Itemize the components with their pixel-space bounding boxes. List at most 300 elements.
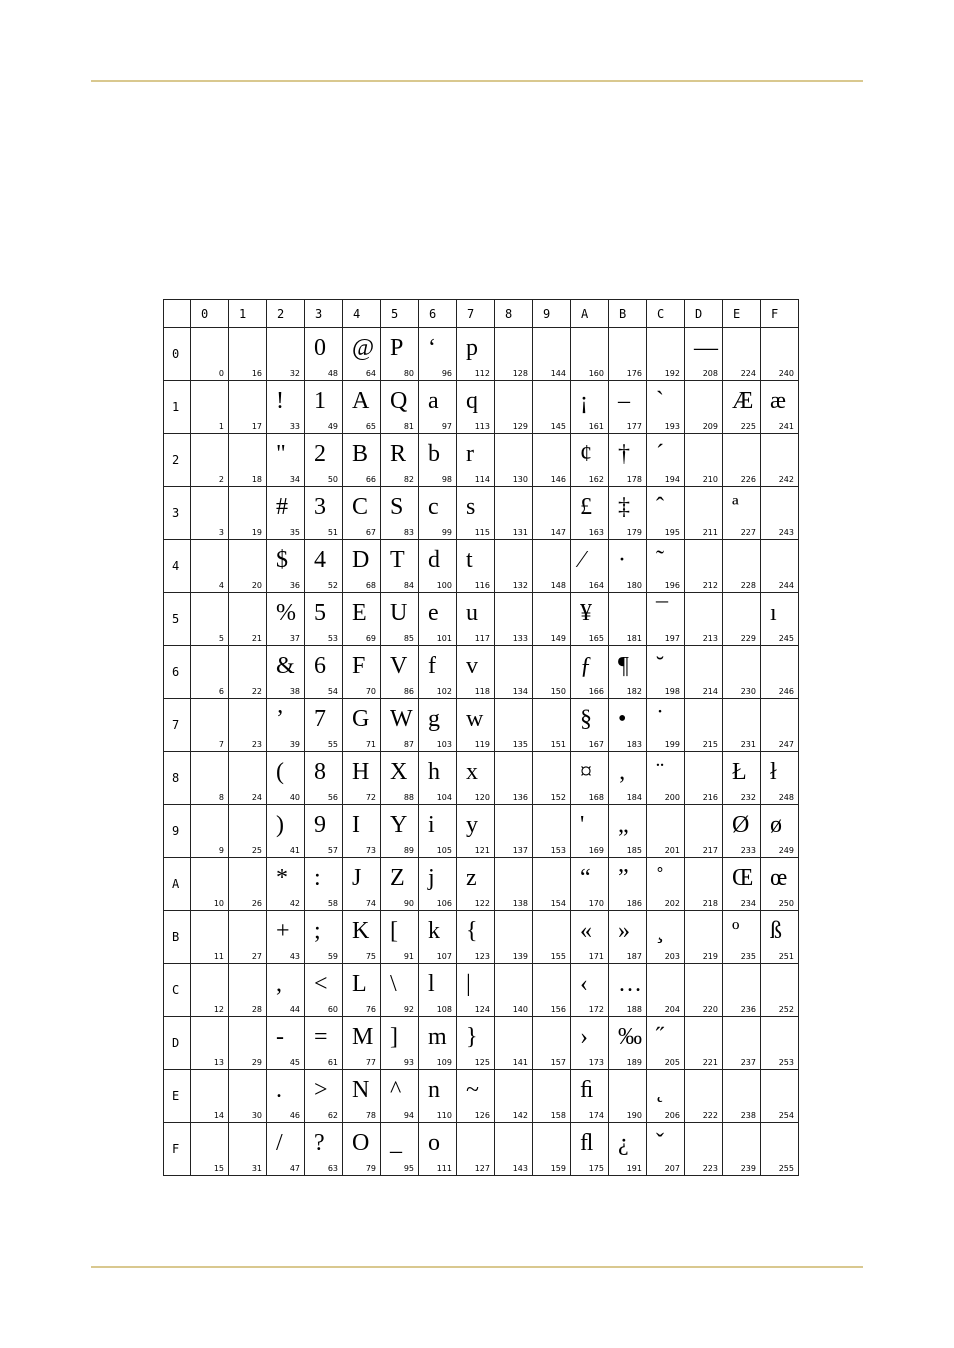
character-glyph: 5 bbox=[314, 600, 326, 626]
character-cell bbox=[761, 699, 799, 752]
character-code: 140 bbox=[512, 1005, 528, 1014]
row-header-f: F bbox=[164, 1123, 191, 1176]
character-glyph: ¸ bbox=[656, 918, 664, 944]
character-glyph: p bbox=[466, 335, 478, 361]
character-cell bbox=[723, 434, 761, 487]
character-glyph: _ bbox=[390, 1130, 402, 1156]
character-cell bbox=[267, 911, 305, 964]
character-code: 46 bbox=[289, 1111, 300, 1120]
character-glyph: @ bbox=[352, 335, 375, 361]
column-header-d: D bbox=[685, 300, 723, 328]
character-glyph: º bbox=[732, 918, 740, 944]
character-glyph: U bbox=[390, 600, 408, 626]
character-code: 239 bbox=[740, 1164, 756, 1173]
table-row bbox=[164, 858, 799, 911]
character-code: 14 bbox=[213, 1111, 224, 1120]
character-cell bbox=[495, 805, 533, 858]
character-cell bbox=[609, 964, 647, 1017]
character-cell bbox=[191, 858, 229, 911]
character-cell bbox=[229, 805, 267, 858]
column-header-0: 0 bbox=[191, 300, 229, 328]
character-cell bbox=[685, 1070, 723, 1123]
character-cell bbox=[685, 328, 723, 381]
character-code: 223 bbox=[702, 1164, 718, 1173]
character-glyph: ' bbox=[580, 812, 585, 838]
character-glyph: 9 bbox=[314, 812, 326, 838]
character-cell bbox=[343, 646, 381, 699]
character-cell bbox=[571, 1017, 609, 1070]
character-cell bbox=[685, 487, 723, 540]
character-code: 18 bbox=[251, 475, 262, 484]
character-cell bbox=[495, 381, 533, 434]
character-glyph: c bbox=[428, 494, 439, 520]
character-code: 210 bbox=[702, 475, 718, 484]
character-cell bbox=[229, 964, 267, 1017]
character-cell bbox=[457, 434, 495, 487]
character-code: 141 bbox=[512, 1058, 528, 1067]
character-glyph: ‹ bbox=[580, 971, 588, 997]
character-code: 21 bbox=[251, 634, 262, 643]
character-cell bbox=[419, 699, 457, 752]
character-cell bbox=[533, 1017, 571, 1070]
character-cell bbox=[761, 911, 799, 964]
table-row bbox=[164, 964, 799, 1017]
character-glyph: # bbox=[276, 494, 288, 520]
character-glyph: « bbox=[580, 918, 592, 944]
character-code: 119 bbox=[474, 740, 490, 749]
character-cell bbox=[267, 434, 305, 487]
row-header-a: A bbox=[164, 858, 191, 911]
character-code: 129 bbox=[512, 422, 528, 431]
character-cell bbox=[419, 1123, 457, 1176]
character-glyph: ˘ bbox=[656, 653, 664, 679]
character-cell bbox=[533, 434, 571, 487]
character-glyph: ¢ bbox=[580, 441, 592, 467]
character-code: 176 bbox=[626, 369, 642, 378]
character-cell bbox=[457, 752, 495, 805]
character-code: 71 bbox=[365, 740, 376, 749]
character-cell bbox=[723, 964, 761, 1017]
character-code: 242 bbox=[778, 475, 794, 484]
character-cell bbox=[343, 1070, 381, 1123]
character-cell bbox=[609, 328, 647, 381]
character-cell bbox=[191, 540, 229, 593]
character-glyph: P bbox=[390, 335, 404, 361]
character-cell bbox=[191, 911, 229, 964]
character-code: 81 bbox=[403, 422, 414, 431]
character-glyph: 2 bbox=[314, 441, 326, 467]
character-set-body bbox=[164, 328, 799, 1176]
character-code: 12 bbox=[213, 1005, 224, 1014]
character-cell bbox=[571, 858, 609, 911]
character-code: 197 bbox=[664, 634, 680, 643]
character-code: 154 bbox=[550, 899, 566, 908]
character-cell bbox=[761, 593, 799, 646]
character-code: 181 bbox=[626, 634, 642, 643]
character-code: 35 bbox=[289, 528, 300, 537]
character-glyph: H bbox=[352, 759, 370, 785]
character-code: 200 bbox=[664, 793, 680, 802]
character-glyph: m bbox=[428, 1024, 447, 1050]
character-code: 195 bbox=[664, 528, 680, 537]
character-code: 25 bbox=[251, 846, 262, 855]
character-cell bbox=[647, 646, 685, 699]
character-code: 145 bbox=[550, 422, 566, 431]
row-header-8: 8 bbox=[164, 752, 191, 805]
character-cell bbox=[761, 1017, 799, 1070]
row-header-c: C bbox=[164, 964, 191, 1017]
character-cell bbox=[685, 858, 723, 911]
row-header-9: 9 bbox=[164, 805, 191, 858]
table-row bbox=[164, 646, 799, 699]
character-cell bbox=[723, 911, 761, 964]
character-code: 144 bbox=[550, 369, 566, 378]
character-glyph: k bbox=[428, 918, 440, 944]
character-cell bbox=[305, 1070, 343, 1123]
character-cell bbox=[419, 1017, 457, 1070]
character-code: 89 bbox=[403, 846, 414, 855]
character-code: 0 bbox=[218, 369, 224, 378]
character-glyph: ﬂ bbox=[580, 1130, 594, 1156]
character-cell bbox=[381, 1123, 419, 1176]
character-cell bbox=[381, 487, 419, 540]
character-glyph: C bbox=[352, 494, 369, 520]
character-code: 155 bbox=[550, 952, 566, 961]
character-code: 240 bbox=[778, 369, 794, 378]
character-cell bbox=[305, 540, 343, 593]
character-cell bbox=[419, 752, 457, 805]
character-glyph: < bbox=[314, 971, 328, 997]
character-cell bbox=[229, 911, 267, 964]
character-glyph: æ bbox=[770, 388, 787, 414]
character-glyph: § bbox=[580, 706, 592, 732]
character-cell bbox=[533, 540, 571, 593]
character-cell bbox=[229, 752, 267, 805]
character-cell bbox=[723, 858, 761, 911]
character-cell bbox=[647, 328, 685, 381]
character-cell bbox=[761, 328, 799, 381]
character-cell bbox=[343, 328, 381, 381]
character-code: 121 bbox=[474, 846, 490, 855]
character-glyph: h bbox=[428, 759, 440, 785]
character-code: 8 bbox=[218, 793, 224, 802]
column-header-a: A bbox=[571, 300, 609, 328]
character-code: 206 bbox=[664, 1111, 680, 1120]
row-header-d: D bbox=[164, 1017, 191, 1070]
corner-cell bbox=[164, 300, 191, 328]
character-code: 230 bbox=[740, 687, 756, 696]
character-glyph: ˇ bbox=[656, 1130, 664, 1156]
character-code: 27 bbox=[251, 952, 262, 961]
character-code: 233 bbox=[740, 846, 756, 855]
character-code: 13 bbox=[213, 1058, 224, 1067]
character-cell bbox=[343, 1017, 381, 1070]
character-code: 62 bbox=[327, 1111, 338, 1120]
character-code: 142 bbox=[512, 1111, 528, 1120]
character-glyph: » bbox=[618, 918, 630, 944]
character-cell bbox=[609, 752, 647, 805]
character-code: 231 bbox=[740, 740, 756, 749]
character-glyph: $ bbox=[276, 547, 288, 573]
character-cell bbox=[685, 434, 723, 487]
character-code: 227 bbox=[740, 528, 756, 537]
character-cell bbox=[457, 964, 495, 1017]
character-code: 49 bbox=[327, 422, 338, 431]
character-glyph: z bbox=[466, 865, 477, 891]
character-code: 51 bbox=[327, 528, 338, 537]
character-cell bbox=[647, 911, 685, 964]
character-cell bbox=[191, 434, 229, 487]
character-code: 10 bbox=[213, 899, 224, 908]
character-cell bbox=[305, 752, 343, 805]
character-cell bbox=[533, 328, 571, 381]
character-code: 103 bbox=[436, 740, 452, 749]
character-code: 105 bbox=[436, 846, 452, 855]
character-cell bbox=[571, 434, 609, 487]
character-code: 168 bbox=[588, 793, 604, 802]
character-cell bbox=[685, 1123, 723, 1176]
character-cell bbox=[761, 964, 799, 1017]
character-cell bbox=[419, 540, 457, 593]
character-glyph: S bbox=[390, 494, 404, 520]
character-cell bbox=[419, 805, 457, 858]
character-cell bbox=[381, 805, 419, 858]
character-code: 95 bbox=[403, 1164, 414, 1173]
character-cell bbox=[229, 1070, 267, 1123]
character-code: 163 bbox=[588, 528, 604, 537]
character-code: 150 bbox=[550, 687, 566, 696]
character-glyph: } bbox=[466, 1024, 478, 1050]
character-cell bbox=[609, 1017, 647, 1070]
character-cell bbox=[305, 964, 343, 1017]
character-code: 65 bbox=[365, 422, 376, 431]
character-code: 69 bbox=[365, 634, 376, 643]
table-row bbox=[164, 540, 799, 593]
character-code: 30 bbox=[251, 1111, 262, 1120]
header-rule bbox=[91, 80, 863, 82]
column-header-6: 6 bbox=[419, 300, 457, 328]
character-code: 220 bbox=[702, 1005, 718, 1014]
character-glyph: G bbox=[352, 706, 370, 732]
character-glyph: Ø bbox=[732, 812, 750, 838]
character-cell bbox=[685, 540, 723, 593]
character-code: 82 bbox=[403, 475, 414, 484]
character-cell bbox=[761, 540, 799, 593]
character-cell bbox=[609, 381, 647, 434]
character-code: 207 bbox=[664, 1164, 680, 1173]
character-cell bbox=[191, 964, 229, 1017]
character-code: 178 bbox=[626, 475, 642, 484]
character-code: 28 bbox=[251, 1005, 262, 1014]
character-code: 199 bbox=[664, 740, 680, 749]
character-code: 133 bbox=[512, 634, 528, 643]
character-code: 234 bbox=[740, 899, 756, 908]
character-code: 188 bbox=[626, 1005, 642, 1014]
character-code: 253 bbox=[778, 1058, 794, 1067]
character-glyph: ¿ bbox=[618, 1130, 629, 1156]
character-cell bbox=[229, 593, 267, 646]
character-code: 251 bbox=[778, 952, 794, 961]
character-cell bbox=[191, 487, 229, 540]
character-glyph: J bbox=[352, 865, 362, 891]
character-code: 148 bbox=[550, 581, 566, 590]
character-cell bbox=[457, 1017, 495, 1070]
character-cell bbox=[647, 540, 685, 593]
character-code: 118 bbox=[474, 687, 490, 696]
character-code: 64 bbox=[365, 369, 376, 378]
character-cell bbox=[191, 328, 229, 381]
character-code: 77 bbox=[365, 1058, 376, 1067]
character-code: 245 bbox=[778, 634, 794, 643]
character-code: 104 bbox=[436, 793, 452, 802]
character-glyph: Ł bbox=[732, 759, 747, 785]
character-code: 193 bbox=[664, 422, 680, 431]
character-code: 211 bbox=[702, 528, 718, 537]
character-cell bbox=[761, 858, 799, 911]
character-glyph: ¯ bbox=[656, 600, 668, 626]
character-cell bbox=[191, 1070, 229, 1123]
character-glyph: ` bbox=[656, 388, 664, 414]
character-code: 203 bbox=[664, 952, 680, 961]
character-glyph: W bbox=[390, 706, 413, 732]
character-cell bbox=[685, 381, 723, 434]
character-cell bbox=[685, 699, 723, 752]
character-code: 136 bbox=[512, 793, 528, 802]
character-code: 90 bbox=[403, 899, 414, 908]
character-code: 174 bbox=[588, 1111, 604, 1120]
character-glyph: 0 bbox=[314, 335, 326, 361]
character-cell bbox=[229, 434, 267, 487]
character-cell bbox=[191, 699, 229, 752]
character-cell bbox=[191, 381, 229, 434]
character-glyph: † bbox=[618, 441, 630, 467]
character-code: 218 bbox=[702, 899, 718, 908]
character-code: 143 bbox=[512, 1164, 528, 1173]
character-code: 132 bbox=[512, 581, 528, 590]
character-code: 228 bbox=[740, 581, 756, 590]
character-glyph: \ bbox=[390, 971, 397, 997]
character-glyph: q bbox=[466, 388, 478, 414]
character-cell bbox=[305, 487, 343, 540]
character-cell bbox=[761, 381, 799, 434]
character-cell bbox=[647, 593, 685, 646]
character-code: 153 bbox=[550, 846, 566, 855]
column-header-row bbox=[164, 300, 799, 328]
character-glyph: j bbox=[428, 865, 435, 891]
row-header-2: 2 bbox=[164, 434, 191, 487]
character-glyph: w bbox=[466, 706, 484, 732]
character-glyph: Z bbox=[390, 865, 405, 891]
character-code: 20 bbox=[251, 581, 262, 590]
character-cell bbox=[419, 964, 457, 1017]
character-code: 117 bbox=[474, 634, 490, 643]
character-cell bbox=[723, 540, 761, 593]
character-code: 167 bbox=[588, 740, 604, 749]
character-cell bbox=[267, 805, 305, 858]
character-cell bbox=[381, 964, 419, 1017]
character-code: 63 bbox=[327, 1164, 338, 1173]
character-cell bbox=[305, 911, 343, 964]
character-cell bbox=[533, 593, 571, 646]
character-code: 157 bbox=[550, 1058, 566, 1067]
column-header-8: 8 bbox=[495, 300, 533, 328]
character-code: 221 bbox=[702, 1058, 718, 1067]
character-cell bbox=[229, 646, 267, 699]
character-glyph: ‡ bbox=[618, 494, 630, 520]
character-cell bbox=[457, 328, 495, 381]
character-glyph: a bbox=[428, 388, 439, 414]
character-code: 29 bbox=[251, 1058, 262, 1067]
character-glyph: · bbox=[618, 547, 626, 573]
table-row bbox=[164, 328, 799, 381]
character-code: 241 bbox=[778, 422, 794, 431]
character-code: 252 bbox=[778, 1005, 794, 1014]
character-glyph: B bbox=[352, 441, 369, 467]
character-glyph: 6 bbox=[314, 653, 326, 679]
column-header-3: 3 bbox=[305, 300, 343, 328]
character-code: 187 bbox=[626, 952, 642, 961]
character-glyph: " bbox=[276, 441, 286, 467]
character-cell bbox=[381, 752, 419, 805]
character-code: 216 bbox=[702, 793, 718, 802]
character-cell bbox=[495, 858, 533, 911]
character-cell bbox=[647, 752, 685, 805]
character-code: 109 bbox=[436, 1058, 452, 1067]
character-cell bbox=[305, 805, 343, 858]
character-cell bbox=[609, 1123, 647, 1176]
character-set-table bbox=[163, 299, 799, 1176]
character-cell bbox=[457, 381, 495, 434]
character-code: 111 bbox=[436, 1164, 452, 1173]
character-glyph: ” bbox=[618, 865, 629, 891]
character-code: 4 bbox=[218, 581, 224, 590]
character-code: 48 bbox=[327, 369, 338, 378]
character-code: 149 bbox=[550, 634, 566, 643]
character-glyph: - bbox=[276, 1024, 284, 1050]
character-code: 94 bbox=[403, 1111, 414, 1120]
character-code: 115 bbox=[474, 528, 490, 537]
character-cell bbox=[685, 805, 723, 858]
table-row bbox=[164, 1017, 799, 1070]
character-code: 110 bbox=[436, 1111, 452, 1120]
character-glyph: . bbox=[276, 1077, 282, 1103]
character-code: 170 bbox=[588, 899, 604, 908]
character-cell bbox=[571, 540, 609, 593]
character-code: 96 bbox=[441, 369, 452, 378]
character-code: 87 bbox=[403, 740, 414, 749]
character-code: 214 bbox=[702, 687, 718, 696]
character-cell bbox=[609, 699, 647, 752]
character-glyph: Œ bbox=[732, 865, 754, 891]
character-code: 61 bbox=[327, 1058, 338, 1067]
character-cell bbox=[647, 1123, 685, 1176]
character-cell bbox=[381, 1070, 419, 1123]
character-code: 58 bbox=[327, 899, 338, 908]
character-code: 124 bbox=[474, 1005, 490, 1014]
character-cell bbox=[343, 540, 381, 593]
character-code: 131 bbox=[512, 528, 528, 537]
character-cell bbox=[229, 1123, 267, 1176]
character-code: 41 bbox=[289, 846, 300, 855]
character-code: 204 bbox=[664, 1005, 680, 1014]
character-glyph: ¥ bbox=[580, 600, 592, 626]
character-code: 189 bbox=[626, 1058, 642, 1067]
character-code: 78 bbox=[365, 1111, 376, 1120]
character-cell bbox=[229, 328, 267, 381]
character-code: 5 bbox=[218, 634, 224, 643]
character-cell bbox=[609, 593, 647, 646]
character-cell bbox=[343, 434, 381, 487]
